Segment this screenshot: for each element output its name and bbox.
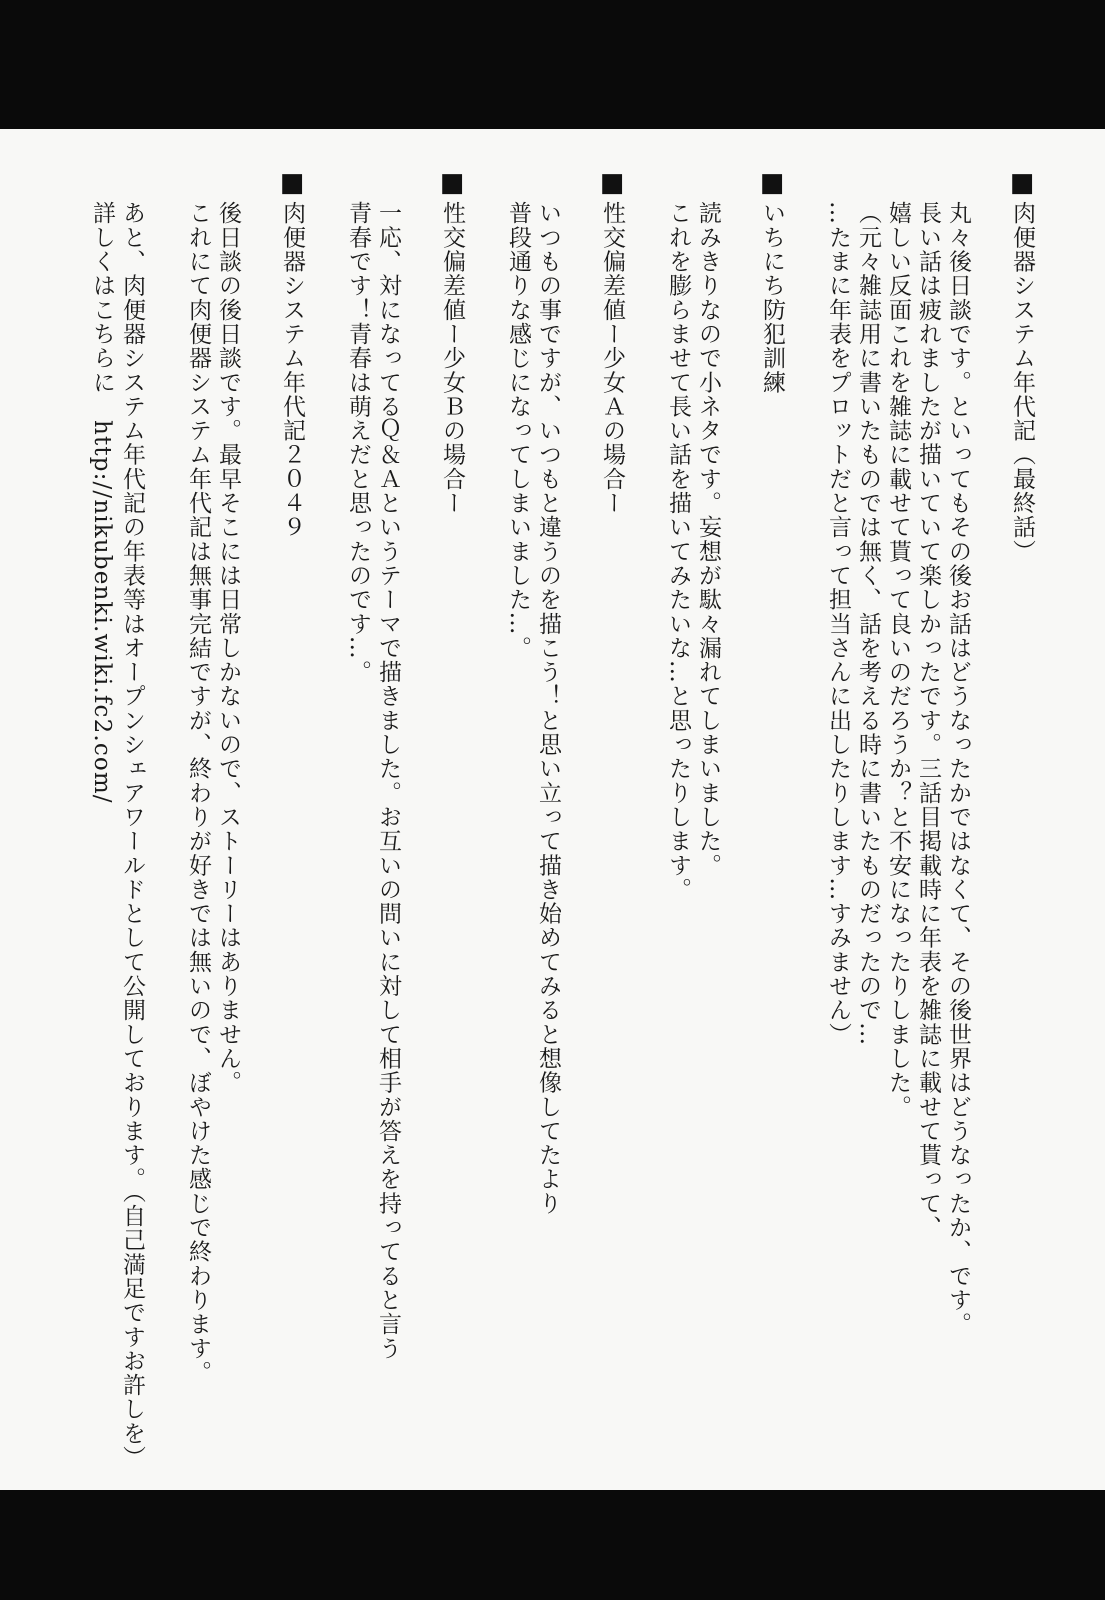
section-nikubenki-chronicle-2049: [183, 168, 307, 1462]
square-bullet-icon: ■: [597, 168, 627, 198]
bottom-black-bar: [0, 1490, 1105, 1600]
section-seikou-hensachi-girl-a: [503, 168, 627, 1462]
text-line: 後日談の後日談です。最早そこには日常しかないので、ストーリーはありません。: [215, 201, 241, 1095]
website-url: http://nikubenki.wiki.fc2.com/: [89, 420, 115, 804]
text-line: いつもの事ですが、いつもと違うのを描こう！と思い立って描き始めてみると想像してたより: [535, 201, 561, 1216]
square-bullet-icon: ■: [277, 168, 307, 198]
text-line: 長い話は疲れましたが描いていて楽しかったです。三話目掲載時に年表を雑誌に載せて貰って、: [915, 201, 941, 1240]
text-line: 普段通りな感じになってしまいました…。: [505, 201, 531, 660]
section-title: [597, 168, 627, 1462]
section-nikubenki-chronicle-final: [823, 168, 1037, 1462]
section-seikou-hensachi-girl-b: [343, 168, 467, 1462]
section-title-text: 性交偏差値ー少女Ａの場合ー: [599, 201, 625, 515]
square-bullet-icon: ■: [1007, 168, 1037, 198]
section-openshare-world-note: [87, 168, 147, 1470]
section-title-text: 肉便器システム年代記２０４９: [279, 201, 305, 540]
url-label: 詳しくはこちらに: [89, 201, 115, 395]
text-line: これを膨らませて長い話を描いてみたいな…と思ったりします。: [665, 201, 691, 902]
square-bullet-icon: ■: [757, 168, 787, 198]
section-title: [757, 168, 787, 1462]
top-black-bar: [0, 0, 1105, 129]
section-title: [1007, 168, 1037, 1462]
text-line: 読みきりなので小ネタです。妄想が駄々漏れてしまいました。: [695, 201, 721, 878]
section-title-text: 性交偏差値ー少女Ｂの場合ー: [439, 201, 465, 515]
text-line: 青春です！青春は萌えだと思ったのです…。: [345, 201, 371, 684]
text-line: …たまに年表をプロットだと言って担当さんに出したりします…すみません）: [825, 201, 851, 1047]
section-title: [277, 168, 307, 1462]
square-bullet-icon: ■: [437, 168, 467, 198]
url-line: [87, 168, 117, 1462]
afterword-content: [0, 129, 1105, 1490]
section-ichinichi-bouhan-kunren: [663, 168, 787, 1462]
text-line: 一応、対になってるＱ＆Ａというテーマで描きました。お互いの問いに対して相手が答えを持ってると言う: [375, 201, 401, 1361]
section-title-text: 肉便器システム年代記（最終話）: [1009, 201, 1035, 564]
text-line: 丸々後日談です。といってもその後お話はどうなったかではなくて、その後世界はどうなったか、です。: [945, 201, 971, 1337]
section-title: [437, 168, 467, 1462]
section-title-text: いちにち防犯訓練: [759, 201, 785, 395]
text-line: （元々雑誌用に書いたものでは無く、話を考える時に書いたものだったので…: [855, 201, 881, 1047]
text-line: これにて肉便器システム年代記は無事完結ですが、終わりが好きでは無いので、ぼやけた感じで終わります。: [185, 201, 211, 1385]
text-line: あと、肉便器システム年代記の年表等はオープンシェアワールドとして公開しております。（自己満足ですお許しを）: [119, 201, 145, 1470]
text-line: 嬉しい反面これを雑誌に載せて貰って良いのだろうか？と不安になったりしました。: [885, 201, 911, 1119]
